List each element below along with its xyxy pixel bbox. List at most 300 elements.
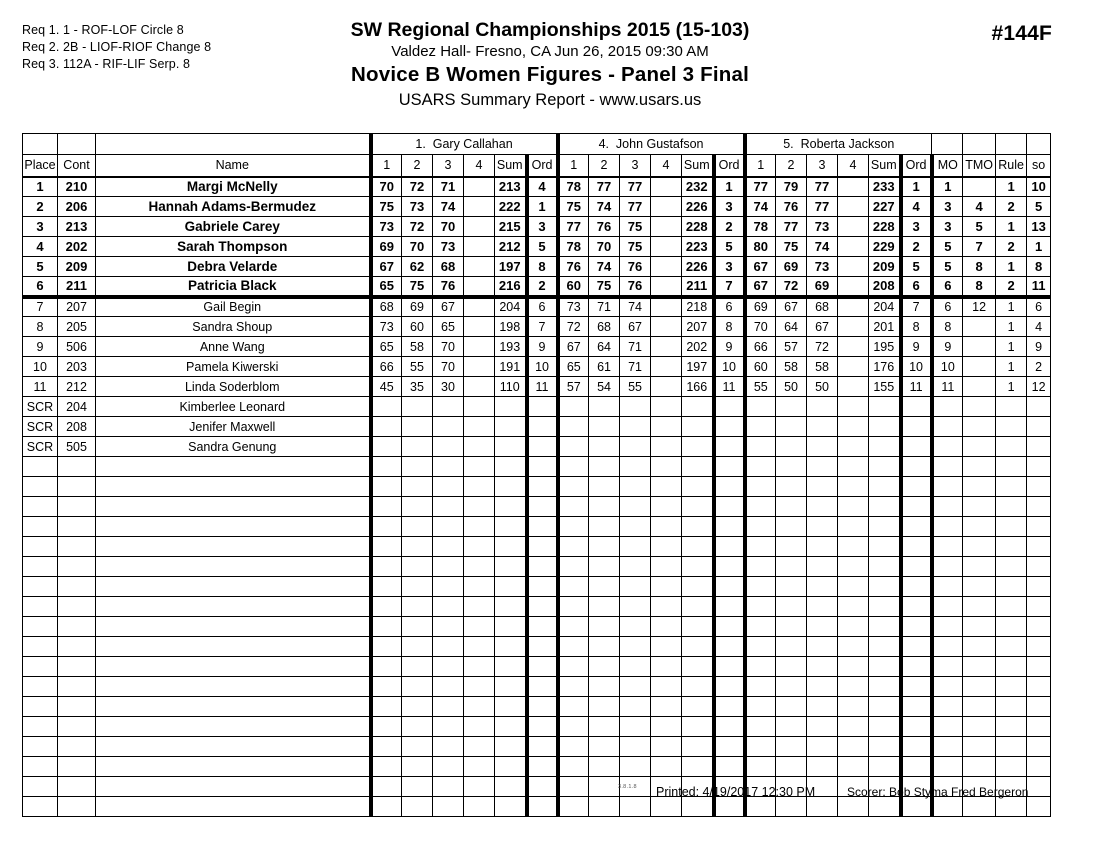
table-row-empty[interactable] <box>23 577 1051 597</box>
cell-judge2-fig1 <box>558 537 589 557</box>
cell-judge1-fig1 <box>371 637 402 657</box>
cell-judge1-fig2 <box>402 577 433 597</box>
cell-judge2-fig1 <box>558 397 589 417</box>
cell-judge2-fig4 <box>651 457 682 477</box>
cell-judge1-sum <box>495 457 527 477</box>
table-row-empty[interactable] <box>23 517 1051 537</box>
cell-judge3-fig2 <box>776 437 807 457</box>
cell-judge2-ord <box>714 597 745 617</box>
cell-judge1-sum: 215 <box>495 217 527 237</box>
cell-judge2-fig3: 77 <box>620 197 651 217</box>
venue-subtitle: Valdez Hall- Fresno, CA Jun 26, 2015 09:30 AM <box>391 43 709 60</box>
report-subtitle: USARS Summary Report - www.usars.us <box>398 91 702 109</box>
cell-judge3-fig4 <box>838 297 869 317</box>
cell-judge1-sum <box>495 517 527 537</box>
cell-judge3-fig2: 77 <box>776 217 807 237</box>
table-row[interactable] <box>23 417 1051 437</box>
cell-judge3-fig3: 77 <box>807 177 838 197</box>
cell-judge1-fig1 <box>371 517 402 537</box>
cell-judge3-fig1 <box>745 437 776 457</box>
cell-judge2-fig1 <box>558 737 589 757</box>
cell-judge2-fig1: 60 <box>558 277 589 297</box>
cell-judge2-fig2 <box>589 657 620 677</box>
results-table-body <box>23 134 1051 817</box>
cell-judge2-ord <box>714 537 745 557</box>
cell-judge1-fig2 <box>402 597 433 617</box>
cell-mo <box>932 717 963 737</box>
cell-judge1-sum: 222 <box>495 197 527 217</box>
cell-judge3-sum: 155 <box>869 377 901 397</box>
cell-judge2-ord: 3 <box>714 257 745 277</box>
cell-judge2-fig1 <box>558 437 589 457</box>
cell-judge1-fig1 <box>371 577 402 597</box>
cell-rule <box>996 697 1027 717</box>
cell-judge2-ord <box>714 577 745 597</box>
event-title: Novice B Women Figures - Panel 3 Final <box>351 63 749 86</box>
cell-place <box>23 477 58 497</box>
cell-tmo <box>963 537 996 557</box>
col-header-judge3-fig3: 3 <box>807 155 838 177</box>
cell-judge2-fig3 <box>620 657 651 677</box>
cell-tmo <box>963 517 996 537</box>
cell-so: 12 <box>1027 377 1051 397</box>
cell-judge3-fig3: 68 <box>807 297 838 317</box>
cell-so <box>1027 577 1051 597</box>
cell-judge3-fig2 <box>776 677 807 697</box>
cell-judge1-fig3: 74 <box>433 197 464 217</box>
cell-judge3-fig3 <box>807 657 838 677</box>
cell-judge3-fig1 <box>745 537 776 557</box>
cell-judge1-sum <box>495 677 527 697</box>
cell-judge1-fig3 <box>433 697 464 717</box>
cell-judge3-sum: 201 <box>869 317 901 337</box>
cell-name: Gabriele Carey <box>96 217 371 237</box>
cell-rule: 1 <box>996 377 1027 397</box>
cell-judge1-fig3 <box>433 397 464 417</box>
cell-place <box>23 577 58 597</box>
cell-judge1-fig4 <box>464 557 495 577</box>
cell-judge2-sum: 218 <box>682 297 714 317</box>
cell-judge2-fig2: 71 <box>589 297 620 317</box>
cell-judge3-fig1: 60 <box>745 357 776 377</box>
cell-rule: 1 <box>996 217 1027 237</box>
cell-judge1-fig1: 66 <box>371 357 402 377</box>
col-header-so: so <box>1027 155 1051 177</box>
cell-rule: 1 <box>996 257 1027 277</box>
cell-place <box>23 757 58 777</box>
cell-judge3-fig1 <box>745 637 776 657</box>
table-row[interactable] <box>23 397 1051 417</box>
cell-cont <box>58 557 96 577</box>
cell-judge3-fig1: 55 <box>745 377 776 397</box>
cell-judge3-fig3 <box>807 417 838 437</box>
cell-judge2-fig2 <box>589 637 620 657</box>
cell-judge2-fig3: 71 <box>620 357 651 377</box>
cell-judge2-fig4 <box>651 297 682 317</box>
cell-place <box>23 497 58 517</box>
cell-so <box>1027 517 1051 537</box>
cell-judge3-fig2 <box>776 757 807 777</box>
cell-name: Patricia Black <box>96 277 371 297</box>
cell-rule: 2 <box>996 277 1027 297</box>
cell-judge3-fig3 <box>807 457 838 477</box>
cell-name <box>96 517 371 537</box>
cell-judge3-fig1 <box>745 397 776 417</box>
cell-name: Kimberlee Leonard <box>96 397 371 417</box>
table-row[interactable] <box>23 357 1051 377</box>
cell-judge3-fig1 <box>745 737 776 757</box>
cell-judge1-sum: 191 <box>495 357 527 377</box>
cell-judge3-sum <box>869 397 901 417</box>
cell-judge2-fig4 <box>651 257 682 277</box>
cell-judge3-fig1 <box>745 697 776 717</box>
cell-judge1-fig1 <box>371 617 402 637</box>
cell-judge1-fig2 <box>402 557 433 577</box>
cell-judge3-fig4 <box>838 457 869 477</box>
table-row-empty[interactable] <box>23 537 1051 557</box>
cell-tmo <box>963 457 996 477</box>
cell-judge2-fig4 <box>651 317 682 337</box>
cell-judge2-fig1 <box>558 677 589 697</box>
cell-judge1-sum <box>495 717 527 737</box>
cell-judge3-sum <box>869 637 901 657</box>
cell-judge3-fig3 <box>807 397 838 417</box>
page-title: SW Regional Championships 2015 (15-103) <box>350 19 750 41</box>
cell-judge2-fig3: 71 <box>620 337 651 357</box>
cell-judge3-fig1: 77 <box>745 177 776 197</box>
cell-so <box>1027 437 1051 457</box>
cell-place <box>23 617 58 637</box>
cell-mo <box>932 477 963 497</box>
cell-tmo <box>963 397 996 417</box>
cell-judge3-ord <box>901 537 932 557</box>
cell-judge3-fig2: 64 <box>776 317 807 337</box>
cell-judge2-fig1: 72 <box>558 317 589 337</box>
cell-judge3-fig2 <box>776 477 807 497</box>
table-row-empty[interactable] <box>23 677 1051 697</box>
cell-judge1-sum <box>495 697 527 717</box>
cell-mo <box>932 737 963 757</box>
cell-rule: 2 <box>996 237 1027 257</box>
cell-place: 9 <box>23 337 58 357</box>
table-row[interactable] <box>23 437 1051 457</box>
cell-judge1-fig2 <box>402 537 433 557</box>
cell-judge3-sum: 229 <box>869 237 901 257</box>
cell-judge3-sum: 227 <box>869 197 901 217</box>
table-row[interactable] <box>23 237 1051 257</box>
cell-judge3-fig3 <box>807 757 838 777</box>
cell-judge1-fig1 <box>371 477 402 497</box>
table-row[interactable] <box>23 317 1051 337</box>
cell-mo <box>932 757 963 777</box>
cell-judge3-ord <box>901 417 932 437</box>
cell-judge2-fig3: 76 <box>620 257 651 277</box>
requirement-line-1: Req 1. 1 - ROF-LOF Circle 8 <box>22 23 184 37</box>
cell-judge2-fig2 <box>589 697 620 717</box>
cell-judge3-fig2: 75 <box>776 237 807 257</box>
spacer <box>932 134 963 155</box>
cell-judge1-fig2: 60 <box>402 317 433 337</box>
cell-judge3-fig1: 69 <box>745 297 776 317</box>
cell-so <box>1027 417 1051 437</box>
cell-cont: 505 <box>58 437 96 457</box>
cell-judge2-ord <box>714 497 745 517</box>
cell-judge1-fig2: 72 <box>402 177 433 197</box>
cell-judge2-fig3 <box>620 437 651 457</box>
col-header-judge3-ord: Ord <box>901 155 932 177</box>
cell-judge1-fig3 <box>433 497 464 517</box>
cell-cont: 211 <box>58 277 96 297</box>
cell-judge3-ord <box>901 697 932 717</box>
table-row-empty[interactable] <box>23 637 1051 657</box>
cell-judge1-fig2: 62 <box>402 257 433 277</box>
cell-judge3-sum <box>869 717 901 737</box>
cell-cont <box>58 457 96 477</box>
cell-judge3-fig4 <box>838 377 869 397</box>
cell-judge3-ord: 4 <box>901 197 932 217</box>
cell-judge3-fig1 <box>745 717 776 737</box>
table-row-empty[interactable] <box>23 557 1051 577</box>
cell-judge2-sum <box>682 717 714 737</box>
cell-name <box>96 757 371 777</box>
cell-judge2-sum <box>682 617 714 637</box>
cell-judge2-fig3 <box>620 697 651 717</box>
cell-judge2-fig1: 65 <box>558 357 589 377</box>
cell-judge1-fig3 <box>433 537 464 557</box>
cell-name: Pamela Kiwerski <box>96 357 371 377</box>
cell-judge2-fig2 <box>589 537 620 557</box>
cell-name <box>96 737 371 757</box>
cell-judge2-fig1 <box>558 557 589 577</box>
cell-judge2-ord <box>714 397 745 417</box>
cell-judge2-sum <box>682 757 714 777</box>
cell-cont: 213 <box>58 217 96 237</box>
results-table <box>22 133 1051 817</box>
cell-judge1-fig2 <box>402 517 433 537</box>
cell-so <box>1027 497 1051 517</box>
col-header-judge2-fig2: 2 <box>589 155 620 177</box>
table-row-empty[interactable] <box>23 457 1051 477</box>
cell-name <box>96 717 371 737</box>
cell-judge3-fig3 <box>807 617 838 637</box>
cell-judge2-ord <box>714 517 745 537</box>
table-row-empty[interactable] <box>23 497 1051 517</box>
cell-judge3-fig1 <box>745 497 776 517</box>
cell-judge2-sum <box>682 597 714 617</box>
cell-judge2-sum: 197 <box>682 357 714 377</box>
table-row-empty[interactable] <box>23 617 1051 637</box>
cell-tmo <box>963 477 996 497</box>
col-header-rule: Rule <box>996 155 1027 177</box>
cell-judge3-fig2: 76 <box>776 197 807 217</box>
cell-judge2-fig4 <box>651 477 682 497</box>
cell-judge1-fig3: 71 <box>433 177 464 197</box>
cell-judge3-fig1 <box>745 597 776 617</box>
cell-judge1-fig3 <box>433 597 464 617</box>
cell-judge3-fig2: 72 <box>776 277 807 297</box>
cell-judge1-fig2 <box>402 417 433 437</box>
cell-judge3-sum: 176 <box>869 357 901 377</box>
cell-judge3-fig3: 77 <box>807 197 838 217</box>
cell-judge2-fig3 <box>620 417 651 437</box>
table-row[interactable] <box>23 337 1051 357</box>
cell-judge1-fig1 <box>371 457 402 477</box>
cell-judge1-fig4 <box>464 277 495 297</box>
cell-judge2-ord: 7 <box>714 277 745 297</box>
cell-judge1-fig4 <box>464 437 495 457</box>
table-row-empty[interactable] <box>23 717 1051 737</box>
cell-cont: 506 <box>58 337 96 357</box>
table-row-empty[interactable] <box>23 737 1051 757</box>
cell-place <box>23 557 58 577</box>
table-row-empty[interactable] <box>23 657 1051 677</box>
cell-judge1-sum <box>495 617 527 637</box>
cell-place <box>23 457 58 477</box>
table-row-empty[interactable] <box>23 597 1051 617</box>
cell-judge3-sum <box>869 477 901 497</box>
cell-tmo <box>963 657 996 677</box>
table-row[interactable] <box>23 377 1051 397</box>
cell-judge2-fig3 <box>620 537 651 557</box>
table-row[interactable] <box>23 197 1051 217</box>
cell-place: 11 <box>23 377 58 397</box>
cell-tmo <box>963 697 996 717</box>
cell-place: 4 <box>23 237 58 257</box>
cell-judge3-fig4 <box>838 237 869 257</box>
cell-judge2-fig3 <box>620 397 651 417</box>
cell-name <box>96 477 371 497</box>
judge-header-3: 5. Roberta Jackson <box>745 134 932 155</box>
cell-judge2-fig4 <box>651 757 682 777</box>
cell-judge1-ord <box>527 537 558 557</box>
cell-tmo <box>963 417 996 437</box>
cell-name <box>96 697 371 717</box>
cell-judge2-fig2 <box>589 457 620 477</box>
cell-place: 5 <box>23 257 58 277</box>
table-row[interactable] <box>23 257 1051 277</box>
cell-judge3-fig3: 73 <box>807 257 838 277</box>
cell-judge1-fig1: 65 <box>371 337 402 357</box>
cell-so: 8 <box>1027 257 1051 277</box>
cell-judge1-ord: 10 <box>527 357 558 377</box>
col-header-judge2-ord: Ord <box>714 155 745 177</box>
score-sheet <box>22 133 1046 817</box>
cell-judge2-fig2 <box>589 497 620 517</box>
cell-cont <box>58 477 96 497</box>
cell-judge2-ord <box>714 437 745 457</box>
cell-place <box>23 677 58 697</box>
cell-tmo <box>963 317 996 337</box>
cell-name: Hannah Adams-Bermudez <box>96 197 371 217</box>
cell-judge1-fig2 <box>402 457 433 477</box>
cell-judge1-fig1: 73 <box>371 217 402 237</box>
cell-judge1-sum: 197 <box>495 257 527 277</box>
cell-judge3-sum <box>869 757 901 777</box>
cell-judge1-fig4 <box>464 197 495 217</box>
table-row[interactable] <box>23 297 1051 317</box>
spacer <box>23 134 58 155</box>
cell-judge3-fig1 <box>745 617 776 637</box>
cell-so: 13 <box>1027 217 1051 237</box>
cell-judge2-fig2: 61 <box>589 357 620 377</box>
table-row[interactable] <box>23 217 1051 237</box>
cell-cont: 203 <box>58 357 96 377</box>
cell-judge1-ord: 9 <box>527 337 558 357</box>
cell-rule <box>996 477 1027 497</box>
cell-judge3-fig3 <box>807 517 838 537</box>
cell-judge1-fig1 <box>371 657 402 677</box>
cell-rule: 1 <box>996 337 1027 357</box>
table-row[interactable] <box>23 277 1051 297</box>
cell-so: 11 <box>1027 277 1051 297</box>
cell-judge2-fig2: 74 <box>589 257 620 277</box>
cell-judge2-sum <box>682 537 714 557</box>
cell-judge1-fig3 <box>433 637 464 657</box>
cell-judge2-fig1 <box>558 657 589 677</box>
cell-judge3-fig2 <box>776 497 807 517</box>
spacer <box>96 134 371 155</box>
cell-judge1-fig1: 45 <box>371 377 402 397</box>
table-row-empty[interactable] <box>23 477 1051 497</box>
cell-judge3-fig3: 50 <box>807 377 838 397</box>
cell-judge3-ord <box>901 617 932 637</box>
col-header-judge1-fig4: 4 <box>464 155 495 177</box>
cell-tmo: 4 <box>963 197 996 217</box>
cell-cont: 206 <box>58 197 96 217</box>
cell-so <box>1027 757 1051 777</box>
cell-mo <box>932 497 963 517</box>
cell-place <box>23 637 58 657</box>
cell-judge1-sum: 193 <box>495 337 527 357</box>
cell-judge1-fig4 <box>464 697 495 717</box>
cell-judge3-fig2 <box>776 637 807 657</box>
table-row-empty[interactable] <box>23 757 1051 777</box>
cell-judge3-fig3: 67 <box>807 317 838 337</box>
cell-rule: 1 <box>996 317 1027 337</box>
cell-name: Sandra Shoup <box>96 317 371 337</box>
col-header-judge1-sum: Sum <box>495 155 527 177</box>
cell-cont <box>58 577 96 597</box>
cell-cont <box>58 717 96 737</box>
cell-judge2-ord <box>714 657 745 677</box>
cell-place: 7 <box>23 297 58 317</box>
judge-header-2: 4. John Gustafson <box>558 134 745 155</box>
cell-judge3-fig3: 69 <box>807 277 838 297</box>
cell-name <box>96 497 371 517</box>
cell-judge3-sum: 208 <box>869 277 901 297</box>
cell-judge3-fig1: 78 <box>745 217 776 237</box>
table-row[interactable] <box>23 177 1051 197</box>
cell-judge1-fig4 <box>464 257 495 277</box>
cell-judge2-fig2: 77 <box>589 177 620 197</box>
cell-judge2-ord <box>714 637 745 657</box>
cell-mo: 1 <box>932 177 963 197</box>
cell-cont <box>58 537 96 557</box>
cell-judge1-sum: 198 <box>495 317 527 337</box>
cell-judge1-fig4 <box>464 477 495 497</box>
cell-judge2-fig3 <box>620 637 651 657</box>
table-row-empty[interactable] <box>23 697 1051 717</box>
cell-judge3-sum <box>869 737 901 757</box>
cell-judge1-ord <box>527 437 558 457</box>
spacer <box>996 134 1027 155</box>
cell-judge2-fig4 <box>651 517 682 537</box>
cell-rule <box>996 657 1027 677</box>
cell-so <box>1027 657 1051 677</box>
requirement-line-3: Req 3. 112A - RIF-LIF Serp. 8 <box>22 57 191 71</box>
judge-banner-row <box>23 134 1051 155</box>
spacer <box>963 134 996 155</box>
